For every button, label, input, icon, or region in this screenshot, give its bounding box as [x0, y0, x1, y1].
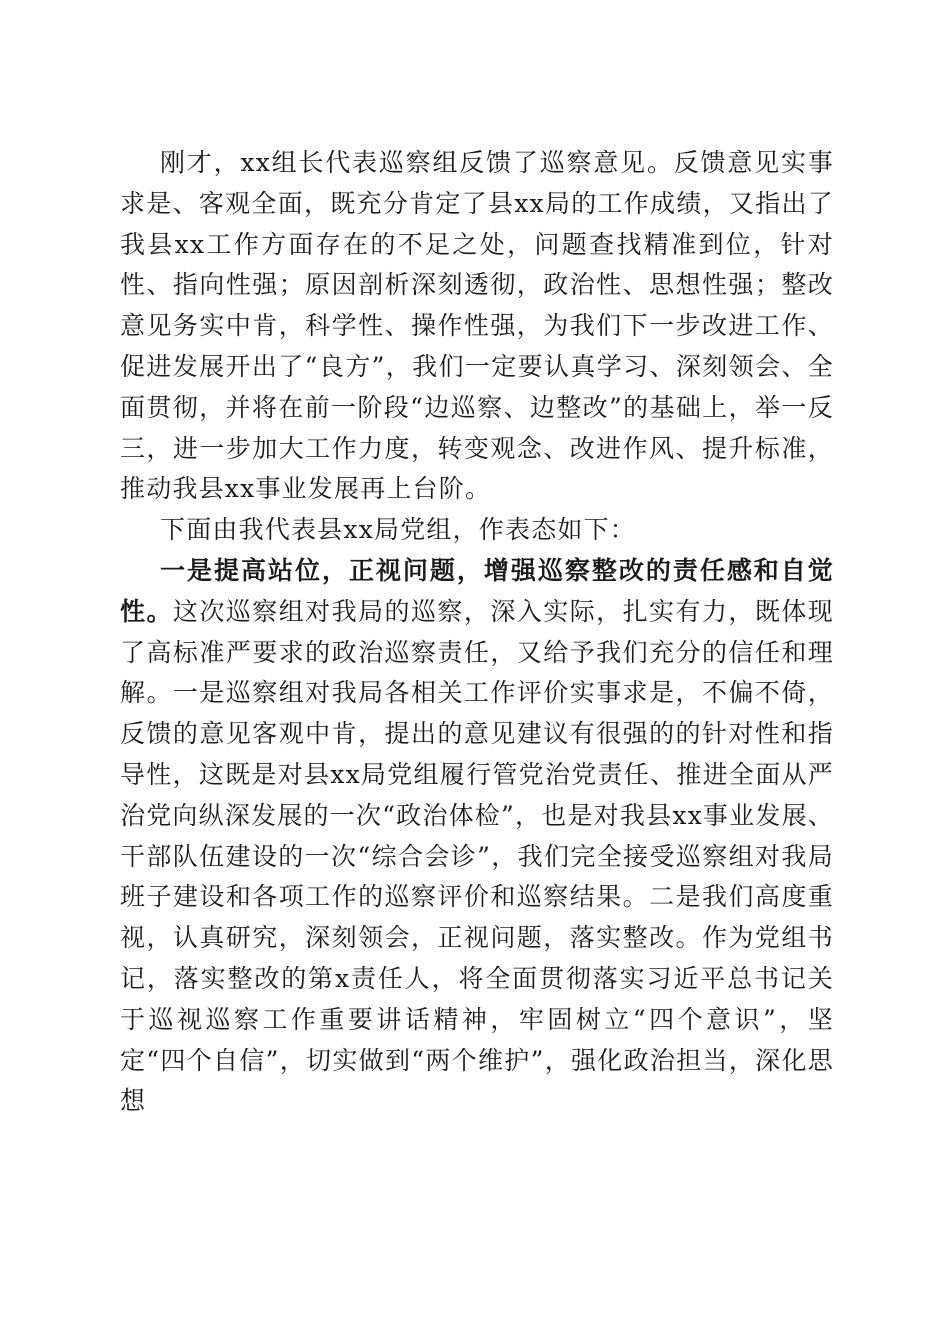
paragraph-text: 这次巡察组对我局的巡察，深入实际，扎实有力，既体现了高标准严要求的政治巡察责任，又给予我们充分的信任和理解。一是巡察组对我局各相关工作评价实事求是，不偏不倚，反馈的意见客观中肯，提出的意见建议有很强的的针对性和指导性，这既是对县xx局党组履行管党治党责任、推进全面从严治党向纵深发展的一次“政治体检”，也是对我县xx事业发展、干部队伍建设的一次“综合会诊”，我们完全接受巡察组对我局班子建设和各项工作的巡察评价和巡察结果。二是我们高度重视，认真研究，深刻领会，正视问题，落实整改。作为党组书记，落实整改的第x责任人，将全面贯彻落实习近平总书记关于巡视巡察工作重要讲话精神，牢固树立“四个意识”，坚定“四个自信”，切实做到“两个维护”，强化政治担当，深化思想 [120, 596, 834, 1116]
paragraph-lead-bold: 一是提高站位，正视问题，增强巡察整改的责任感和自觉性。 [120, 555, 834, 626]
paragraph-point-one [120, 551, 834, 1122]
document-body [120, 143, 834, 1122]
paragraph-text: 下面由我代表县xx局党组，作表态如下： [160, 515, 636, 545]
paragraph-intro-statement [120, 510, 834, 551]
paragraph-text: 刚才，xx组长代表巡察组反馈了巡察意见。反馈意见实事求是、客观全面，既充分肯定了县xx局的工作成绩，又指出了我县xx工作方面存在的不足之处，问题查找精准到位，针对性、指向性强；原因剖析深刻透彻，政治性、思想性强；整改意见务实中肯，科学性、操作性强，为我们下一步改进工作、促进发展开出了“良方”，我们一定要认真学习、深刻领会、全面贯彻，并将在前一阶段“边巡察、边整改”的基础上，举一反三，进一步加大工作力度，转变观念、改进作风、提升标准，推动我县xx事业发展再上台阶。 [120, 148, 834, 504]
paragraph-feedback-summary [120, 143, 834, 510]
